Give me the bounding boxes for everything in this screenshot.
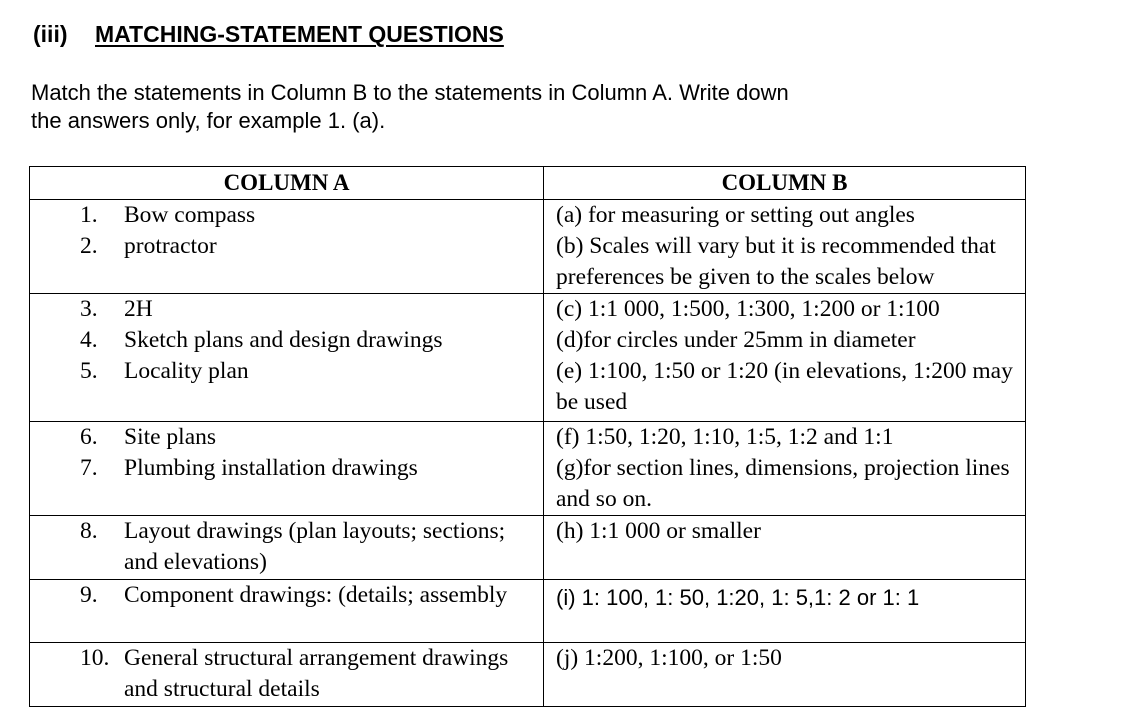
item-number: 8.: [80, 518, 98, 544]
column-b-item: (g)for section lines, dimensions, projection lines and so on.: [556, 455, 1010, 512]
column-b-item: (i) 1: 100, 1: 50, 1:20, 1: 5,1: 2 or 1: 1: [556, 585, 920, 610]
instruction-text: [31, 79, 931, 135]
column-b-cell: [544, 294, 1026, 422]
column-a-header: COLUMN A: [30, 167, 544, 200]
item-text: Site plans: [124, 424, 217, 450]
column-a-item: [30, 643, 543, 705]
column-b-item: (b) Scales will vary but it is recommended that preferences be given to the scales below: [556, 233, 996, 290]
column-b-item: (j) 1:200, 1:100, or 1:50: [556, 645, 782, 671]
column-b-item: (f) 1:50, 1:20, 1:10, 1:5, 1:2 and 1:1: [556, 424, 894, 450]
item-number: 4.: [80, 327, 98, 353]
item-text: Plumbing installation drawings: [124, 455, 418, 481]
item-number: 1.: [80, 202, 98, 228]
table-row: [30, 516, 1026, 580]
column-b-item: (e) 1:100, 1:50 or 1:20 (in elevations, 1:200 may be used: [556, 358, 1013, 415]
column-b-item: (c) 1:1 000, 1:500, 1:300, 1:200 or 1:100: [556, 296, 940, 322]
section-title: MATCHING-STATEMENT QUESTIONS: [95, 21, 504, 47]
item-number: 9.: [80, 582, 98, 608]
column-b-cell: [544, 200, 1026, 294]
column-b-item: (a) for measuring or setting out angles: [556, 202, 915, 228]
item-number: 7.: [80, 455, 98, 481]
item-text: 2H: [124, 296, 153, 322]
column-b-header: COLUMN B: [544, 167, 1026, 200]
column-b-cell: [544, 643, 1026, 707]
item-text: Bow compass: [124, 202, 256, 228]
instruction-line-1: Match the statements in Column B to the statements in Column A. Write down: [31, 80, 789, 105]
item-number: 2.: [80, 233, 98, 259]
column-a-item: [30, 325, 543, 356]
item-number: 5.: [80, 358, 98, 384]
column-b-cell: [544, 580, 1026, 643]
column-a-cell: [30, 294, 544, 422]
item-number: 6.: [80, 424, 98, 450]
column-a-item: [30, 516, 543, 578]
column-a-item: [30, 422, 543, 453]
column-a-item: [30, 200, 543, 231]
column-b-item: (d)for circles under 25mm in diameter: [556, 327, 916, 353]
column-b-item: (h) 1:1 000 or smaller: [556, 518, 761, 544]
item-text: Locality plan: [124, 358, 249, 384]
item-number: 10.: [80, 645, 110, 671]
column-a-cell: [30, 516, 544, 580]
column-a-cell: [30, 580, 544, 643]
matching-table: [29, 166, 1026, 707]
column-a-item: [30, 580, 543, 611]
instruction-line-2: the answers only, for example 1. (a).: [31, 108, 386, 133]
table-row: [30, 200, 1026, 294]
column-a-cell: [30, 200, 544, 294]
item-text: protractor: [124, 233, 217, 259]
item-text: Component drawings: (details; assembly: [124, 582, 508, 608]
column-a-item: [30, 453, 543, 484]
column-a-item: [30, 294, 543, 325]
column-a-cell: [30, 422, 544, 516]
column-b-cell: [544, 422, 1026, 516]
section-number: (iii): [33, 21, 68, 47]
item-text: Layout drawings (plan layouts; sections; and elevations): [124, 518, 506, 575]
table-row: [30, 422, 1026, 516]
table-row: [30, 580, 1026, 643]
table-row: [30, 643, 1026, 707]
item-text: General structural arrangement drawings and structural details: [124, 645, 509, 702]
column-a-cell: [30, 643, 544, 707]
column-a-item: [30, 356, 543, 387]
column-b-cell: [544, 516, 1026, 580]
item-number: 3.: [80, 296, 98, 322]
column-a-item: [30, 231, 543, 262]
section-heading: [33, 21, 504, 48]
item-text: Sketch plans and design drawings: [124, 327, 443, 353]
table-header-row: [30, 167, 1026, 200]
table-row: [30, 294, 1026, 422]
